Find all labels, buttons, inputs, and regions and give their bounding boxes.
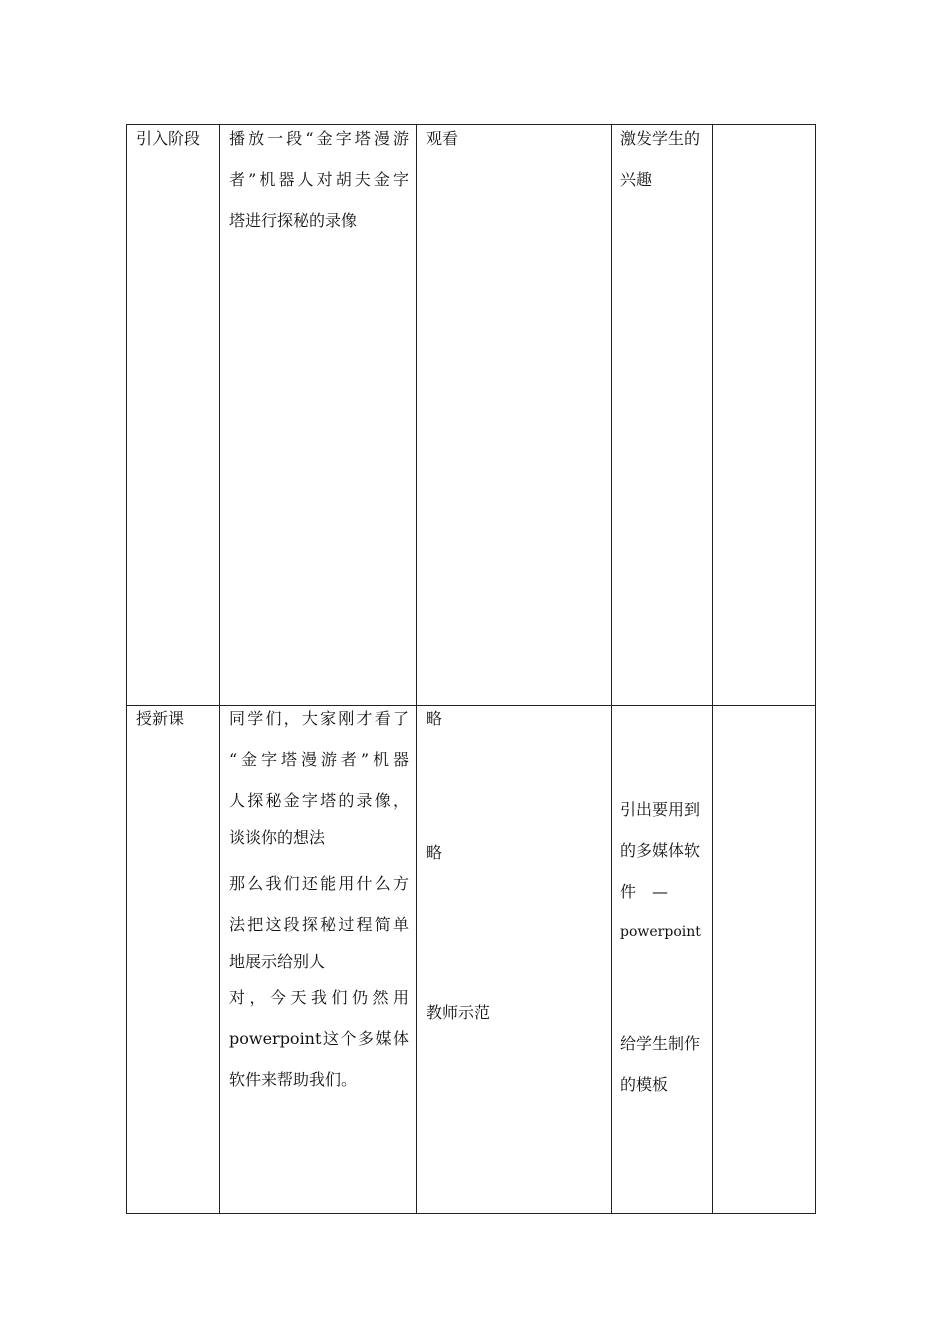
student-activity-cell <box>426 992 606 1033</box>
teacher-activity-cell <box>229 863 409 978</box>
text-line: 法把这段探秘过程简单 <box>229 915 409 934</box>
design-intent-cell <box>620 789 704 953</box>
text-line: 教师示范 <box>426 1003 491 1022</box>
text-line: 引出要用到 <box>620 800 701 819</box>
stage-label: 引入阶段 <box>136 129 201 148</box>
text-line: powerpoint <box>620 924 701 940</box>
stage-cell-new-lesson <box>136 698 216 739</box>
stage-cell-intro <box>136 118 216 159</box>
teacher-activity-cell <box>229 977 409 1100</box>
text-line: 人探秘金字塔的录像， <box>229 791 409 810</box>
column-divider <box>712 125 713 1213</box>
text-line: 的多媒体软 <box>620 841 701 860</box>
text-line: 地展示给别人 <box>229 952 326 971</box>
lesson-plan-table <box>126 124 816 1214</box>
text-line: 者”机器人对胡夫金字 <box>229 170 409 189</box>
text-line: 给学生制作 <box>620 1034 701 1053</box>
design-intent-cell <box>620 1023 704 1105</box>
text-line: 激发学生的 <box>620 129 701 148</box>
stage-label: 授新课 <box>136 709 185 728</box>
student-activity-cell <box>426 832 606 873</box>
text-line: 播放一段“金字塔漫游 <box>229 129 409 148</box>
text-line: 兴趣 <box>620 170 653 189</box>
column-divider <box>416 125 417 1213</box>
text-line: 的模板 <box>620 1075 669 1094</box>
text-line: 谈谈你的想法 <box>229 828 326 847</box>
student-activity-cell <box>426 118 606 159</box>
column-divider <box>611 125 612 1213</box>
text-line: 略 <box>426 843 443 862</box>
text-line: 对，今天我们仍然用 <box>229 988 409 1007</box>
text-line: “金字塔漫游者”机器 <box>229 750 409 769</box>
text-line: 那么我们还能用什么方 <box>229 874 409 893</box>
text-line: 同学们，大家刚才看了 <box>229 709 409 728</box>
text-line: 略 <box>426 709 443 728</box>
text-line: 软件来帮助我们。 <box>229 1070 358 1089</box>
text-line: powerpoint这个多媒体 <box>229 1029 409 1048</box>
teacher-activity-cell <box>229 118 409 241</box>
student-activity-cell <box>426 698 606 739</box>
design-intent-cell <box>620 118 708 200</box>
text-line: 件 — <box>620 882 669 901</box>
text-line: 塔进行探秘的录像 <box>229 211 358 230</box>
teacher-activity-cell <box>229 698 409 854</box>
column-divider <box>219 125 220 1213</box>
text-line: 观看 <box>426 129 459 148</box>
